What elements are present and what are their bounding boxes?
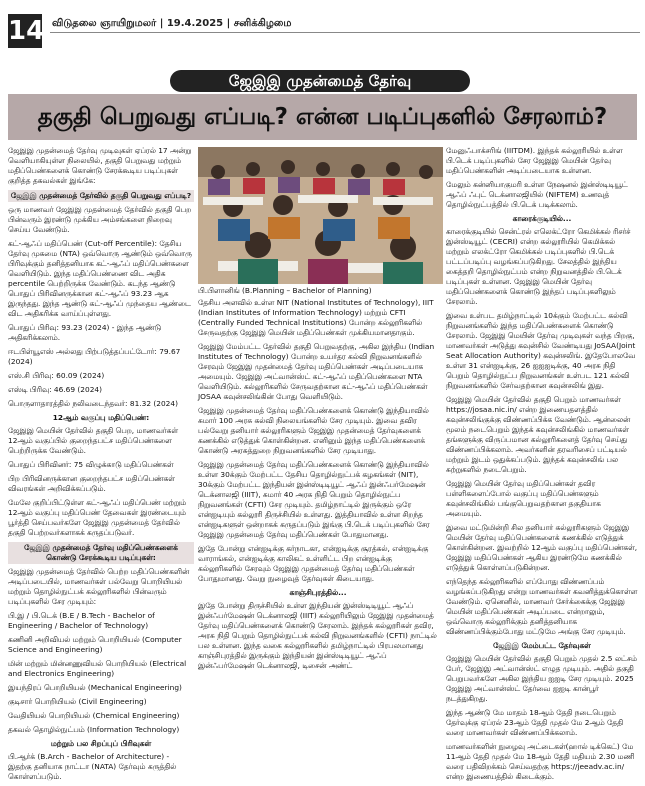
cutoff-stat: எஸ்.சி பிரிவு: 60.09 (2024) [8, 371, 105, 380]
paragraph: ஜேஇஇ மேம்பட்ட தேர்வில் தகுதி பெறுவதற்கு, அகில இந்திய (Indian Institutes of Technology) போன்ற உயர்தர கல்வி நிறுவனங்களில் சேரவும் ஜேஇஇ முதன்மைத் தேர்வு மதிப்பெண்கள் அடிப்படையாக அமையும். ஜேஇஇ அட்வான்ஸ்ட் கட்-ஆஃப் மதிப்பெண்களை NTA வெளியிடும். கல்லூரிகளில் சேருவதற்கான கட்-ஆஃப் மதிப்பெண்கள் JOSAA கவுன்சலிங்கின் போது வெளியிடும். [198, 342, 435, 401]
paragraph: இவை மட்டுமின்றி சில தனியார் கல்லூரிகளும் ஜேஇஇ மெயின் தேர்வு மதிப்பெண்களைக் கணக்கில் எடுத்துக் கொள்கின்றன. இவற்றில் 12ஆம் வகுப்பு மதிப்பெண்கள், ஜேஇஇ மதிப்பெண்கள் ஆகிய இரண்டுமே கணக்கில் எடுத்துக் கொள்ளப்படுகின்றன. [446, 523, 638, 572]
paragraph: காரைக்குடியில் சென்ட்ரல் எலெக்ட்ரோ கெமிக்கல் ரிசர்ச் இன்ஸ்டியூட் (CECRI) என்ற கல்லூரியில் கெமிக்கல் மற்றும் எலக்ட்ரோ கெமிக்கல் படிப்புகளில் பி.டெக் பட்டப்படிப்பு வழங்கப்படுகிறது. சேலத்தில் இந்திய கைத்தறி தொழில்நுட்பம் என்ற நிறுவனத்தில் பி.டெக் படிப்புகள் உள்ளன. ஜேஇஇ மெயின் தேர்வு மதிப்பெண்களைக் கொண்டு இந்தப் படிப்புகளிலும் சேரலாம். [446, 227, 631, 306]
kicker-banner: ஜேஇஇ முதன்மைத் தேர்வு [170, 70, 470, 92]
list-item: தகவல் தொழில்நுட்பம் (Information Technology) [8, 725, 180, 734]
list-item: குடிசார் பொறியியல் (Civil Engineering) [8, 697, 147, 706]
paragraph: ஒரு மாணவர் ஜேஇஇ முதன்மைத் தேர்வில் தகுதி பெற பின்வரும் இரண்டு முக்கிய அம்சங்களை நிறைவு செய்ய வேண்டும். [8, 205, 192, 234]
list-item: பி.இ / பி.டெக் (B.E / B.Tech - Bachelor of Engineering / Bachelor of Technology) [8, 611, 155, 630]
paragraph: ஜேஇஇ மெயின் தேர்வில் தகுதி பெறும் மாணவர்கள் https://josaa.nic.in/ என்ற இணையதளத்தில் கவுன்சலிங்குக்கு விண்ணப்பிக்க வேண்டும். ஆன்லைன் மூலம் நடைபெறும் இந்தக் கவுன்சலிங்கில் மாணவர்கள் தங்களுக்கு விருப்பமான கல்லூரிகளைத் தேர்வு செய்து விண்ணப்பிக்கலாம். அவர்களின் தரவரிசைப் பட்டியல் மற்றும் இடம் ஒதுக்கப்படும். இந்தக் கவுன்சலிங் பல சுற்றுகளில் நடைபெறும். [446, 395, 631, 474]
cutoff-stat: பொதுப் பிரிவு: 93.23 (2024) - இந்த ஆண்டு அதிகரிக்கலாம். [8, 323, 162, 342]
list-item: மின் மற்றும் மின்னணுவியல் பொறியியல் (Electrical and Electronics Engineering) [8, 659, 187, 678]
subheading: ஜேஇஇ முதன்மைத் தேர்வு மதிப்பெண்களைக் கொண்டு சேரக்கூடிய படிப்புகள்: [8, 542, 194, 564]
paragraph: இதே போன்று என்ஐடிக்கு கர்நாடகா, என்ஐடிக்கு சூரத்கல், என்ஐடிக்கு வாராங்கல், என்ஐடிக்கு காலிகட் உள்ளிட்ட பிற என்ஐடிக்கு கல்லூரிகளில் சேரவும் ஜேஇஇ முதன்மைத் தேர்வு மதிப்பெண்கள் போதுமானது. வேறு நுழைவுத் தேர்வுகள் கிடையாது. [198, 544, 429, 583]
paragraph: மாணவர்களின் நுழைவு அட்டைகள்(ஹால் டிக்கெட்) மே 11ஆம் தேதி முதல் மே 18ஆம் தேதி மதியம் 2.30 மணி வரை பதிவிறக்கம் செய்வதற்கு https://jeeadv.ac.in/ என்ற இணையத்தில் கிடைக்கும். [446, 742, 635, 781]
photo-caption: பி.பிளானிங் (B.Planning – Bachelor of Planning) [198, 286, 372, 295]
subheading: ஜேஇஇ மேம்பட்ட தேர்வுகள் [493, 641, 591, 650]
subheading: 12ஆம் வகுப்பு மதிப்பெண்: [52, 413, 150, 422]
article-column-2 [198, 298, 438, 675]
paragraph: மேனுஃபாக்சரிங் (IIITDM). இந்தக் கல்லூரியில் உள்ள பி.டெக் படிப்புகளில் சேர ஜேஇஇ மெயின் தேர்வு மதிப்பெண்களின் அடிப்படையாக உள்ளன. [446, 146, 623, 175]
paragraph: கட்-ஆஃப் மதிப்பெண் (Cut-off Percentile): தேசிய தேர்வு முகமை (NTA) ஒவ்வொரு ஆண்டும் ஒவ்வொரு பிரிவுக்கும் தனித்தனியாக கட்-ஆஃப் மதிப்பெண்களை வெளியிடும். இந்த மதிப்பெண்ணை விட அதிக percentile பெற்றிருக்க வேண்டும். கடந்த ஆண்டு பொதுப் பிரிவினருக்கான கட்-ஆஃப் 93.23 ஆக இருந்தது. இந்த ஆண்டு கட்-ஆஃப் முந்தைய ஆண்டை விட அதிகரிக்க வாய்ப்புள்ளது. [8, 239, 192, 318]
cutoff-stat: ஈடபிள்யூஎஸ் அல்லது பிற்படுத்தப்பட்டோர்: 79.67 (2024) [8, 347, 181, 366]
paragraph: இவை உள்பட தமிழ்நாட்டில் 10க்கும் மேற்பட்ட கல்வி நிறுவனங்களில் இந்த மதிப்பெண்களைக் கொண்டு சேரலாம். ஜேஇஇ மெயின் தேர்வு முடிவுகள் வந்த பிறகு, மாணவர்கள் அடுத்து கவுன்சில் வேண்டியது JoSAA(Joint Seat Allocation Authority) கவுன்சலிங். இதேபோலவே உள்ள 31 என்ஐடிக்கு, 26 ஐஐஐடிக்கு, 40 அரசு நிதி பெறும் தொழில்நுட்ப நிறுவனங்கள் உள்பட 121 கல்வி நிறுவனங்களில் சேர்வதற்கான கவுன்சலிங் இது. [446, 311, 636, 390]
paragraph: பொதுப் பிரிவினர்: 75 விழுக்காடு மதிப்பெண்கள் [8, 460, 174, 469]
headline: தகுதி பெறுவது எப்படி? என்ன படிப்புகளில் சேரலாம்? [8, 94, 637, 140]
page-number: 14 [8, 16, 45, 46]
paragraph: ஜேஇஇ முதன்மைத் தேர்வில் பெற்ற மதிப்பெண்களின் அடிப்படையில், மாணவர்கள் பல்வேறு பொறியியல் மற்றும் தொழில்நுட்பக் கல்லூரிகளில் பின்வரும் படிப்புகளில் சேர முடியும்: [8, 567, 190, 606]
paragraph: பி.ஆர்க் (B.Arch - Bachelor of Architecture) - இதற்கு தனியாக நாட்டா (NATA) தேர்வும் கருத்தில் கொள்ளப்படும். [8, 752, 177, 781]
subheading: காஞ்சிபுரத்தில்... [289, 588, 347, 597]
page-header [0, 0, 645, 68]
paragraph: ஜேஇஇ மெயின் தேர்வு மதிப்பெண்கள் தவிர பள்ளிகளைப்போல் வகுப்பு மதிப்பெண்களும் கவுன்சலிங்கில் பங்குபெறுவதற்கான தகுதியாக அமையும். [446, 479, 601, 518]
paragraph: தேசிய அளவில் உள்ள NIT (National Institutes of Technology), IIIT (Indian Institutes of Information Technology) மற்றும் CFTI (Centrally Funded Technical Institutions) போன்ற கல்லூரிகளில் சேருவதற்கு ஜேஇஇ மெயின் மதிப்பெண்கள் முக்கியமானதாகும். [198, 298, 434, 337]
paragraph: ஜேஇஇ முதன்மைத் தேர்வு மதிப்பெண்களைக் கொண்டு இந்தியாவில் சுமார் 100 அரசு கல்வி நிலையங்களில் சேர முடியும். இவை தவிர பல்வேறு தனியார் கல்லூரிகளும் ஜேஇஇ முதன்மைத் தேர்வுகளைக் கணக்கில் எடுத்துக் கொள்கின்றன. எனினும் இந்த மதிப்பெண்களைக் கொண்டு அரசுத்துறை நிறுவனங்களில் சேர முடியாது. [198, 406, 429, 455]
exam-hall-photo [198, 147, 443, 284]
paragraph: இந்த ஆண்டு மே மாதம் 18ஆம் தேதி நடைபெறும் தேர்வுக்கு ஏப்ரல் 23ஆம் தேதி முதல் மே 2ஆம் தேதி வரை மாணவர்கள் விண்ணப்பிக்கலாம். [446, 708, 624, 737]
paragraph: ஜேஇஇ மெயின் தேர்வில் தகுதி பெறும் முதல் 2.5 லட்சம் பேர், ஜேஇஇ அட்வான்ஸ்ட் எழுத முடியும். அதில் தகுதி பெறுபவர்களே அகில இந்திய ஐஐடி சேர முடியும். 2025 ஜேஇஇ அட்வான்ஸ்ட் தேர்வை ஐஐடி கான்பூர் நடத்துகிறது. [446, 654, 637, 703]
header-rule [50, 32, 640, 33]
paragraph: எந்தெந்த கல்லூரிகளில் எப்போது விண்ணப்பம் வழங்கப்படுகிறது என்று மாணவர்கள் கவனித்துக்கொள்ள வேண்டும். ஏனெனில், மாணவர் சேர்க்கைக்கு ஜேஇஇ மெயின் மதிப்பெண்கள் அடிப்படை என்றாலும், ஒவ்வொரு கல்லூரிக்கும் தனித்தனியாக விண்ணப்பிக்கும்போது மட்டுமே அங்கு சேர முடியும். [446, 577, 638, 636]
article-column-1 [8, 146, 194, 786]
list-item: இயந்திரப் பொறியியல் (Mechanical Engineering) [8, 683, 182, 692]
paragraph: பிற பிரிவினருக்கான குறைந்தபட்ச மதிப்பெண்கள் விவரங்கள் அறிவிக்கப்படும். [8, 474, 175, 493]
intro-paragraph: ஜேஇஇ முதன்மைத் தேர்வு முடிவுகள் ஏப்ரல் 17 அன்று வெளியாகியுள்ள நிலையில், தகுதி பெறுவது மற்றும் மதிப்பெண்களைக் கொண்டு சேரக்கூடிய படிப்புகள் குறித்த தகவல்கள் இங்கே: [8, 146, 192, 185]
paragraph: மேலே குறிப்பிட்டுள்ள கட்-ஆஃப் மதிப்பெண் மற்றும் 12ஆம் வகுப்பு மதிப்பெண் தேவைகள் இரண்டையும் பூர்த்தி செய்பவர்களே ஜேஇஇ முதன்மைத் தேர்வில் தகுதி பெற்றவர்களாகக் கருதப்படுவர். [8, 498, 187, 537]
list-item: வேதியியல் பொறியியல் (Chemical Engineering) [8, 711, 180, 720]
subheading: மற்றும் பல சிறப்புப் பிரிவுகள் [50, 739, 152, 748]
subheading: ஜேஇஇ முதன்மைத் தேர்வில் தகுதி பெறுவது எப்படி? [8, 190, 194, 202]
masthead-line: விடுதலை ஞாயிறுமலர் | 19.4.2025 | சனிக்கிழமை [52, 18, 292, 29]
cutoff-stat: எஸ்டி பிரிவு: 46.69 (2024) [8, 385, 102, 394]
cutoff-stat: பொருளாதாரத்தில் நலிவடைந்தவர்: 81.32 (2024) [8, 399, 178, 408]
paragraph: மேலும் கன்னியாகுமரி உள்ள நேஷனல் இன்ஸ்டிடியூட் ஆஃப் ஃபுட் டெக்னாலஜியில் (NIFTEM) உணவுத் தொழில்நுட்பத்தில் பி.டெக் படிக்கலாம். [446, 180, 628, 209]
paragraph: ஜேஇஇ முதன்மைத் தேர்வு மதிப்பெண்களைக் கொண்டு இந்தியாவில் உள்ள 30க்கும் மேற்பட்ட தேசிய தொழில்நுட்பக் கழகங்கள் (NIT), 30க்கும் மேற்பட்ட இந்தியன் இன்ஸ்டிடியூட் ஆஃப் இன்ஃபர்மேஷன் டெக்னாலஜி (IIIT), சுமார் 40 அரசு நிதி பெறும் தொழில்நுட்ப நிறுவனங்கள் (CFTI) சேர முடியும். தமிழ்நாட்டில் இருக்கும் ஒரே என்ஐடியும் கல்லூரி திருச்சியில் உள்ளது. இத்தியாவில் உள்ள சிறந்த என்ஐடிகளுள் ஒன்றாகக் கருதப்படும் இங்கு பி.டெக் படிப்புகளில் சேர ஜேஇஇ முதன்மைத் தேர்வு மதிப்பெண்கள் போதுமானது. [198, 460, 430, 539]
paragraph: ஜேஇஇ மெயின் தேர்வில் தகுதி பெற, மாணவர்கள் 12ஆம் வகுப்பில் குறைந்தபட்ச மதிப்பெண்களை பெற்றிருக்க வேண்டும். [8, 426, 179, 455]
paragraph: இதே போன்று திருச்சியில் உள்ள இந்தியன் இன்ஸ்டிடியூட் ஆஃப் இன்ஃபர்மேஷன் டெக்னாலஜி (IIIT) கல்லூரியிலும் ஜேஇஇ முதன்மைத் தேர்வு மதிப்பெண்களைக் கொண்டு சேரலாம். இந்தக் கல்லூரிகள் தவிர, அரசு நிதி பெறும் தொழில்நுட்பக் கல்வி நிறுவனங்களில் (CFTI) நாட்டில் பல உள்ளன. இந்த வகை கல்லூரிகளில் தமிழ்நாட்டில் பிரபலமானது காஞ்சிபுரத்தில் இருக்கும் இந்தியன் இன்ஸ்டிடியூட் ஆஃப் இன்ஃபர்மேஷன் டெக்னாலஜி, டிசைன் அண்ட் [198, 601, 437, 670]
subheading: காரைக்குடியில்... [512, 214, 572, 223]
article-column-3 [446, 146, 638, 786]
list-item: கணினி அறிவியல் மற்றும் பொறியியல் (Computer Science and Engineering) [8, 635, 182, 654]
